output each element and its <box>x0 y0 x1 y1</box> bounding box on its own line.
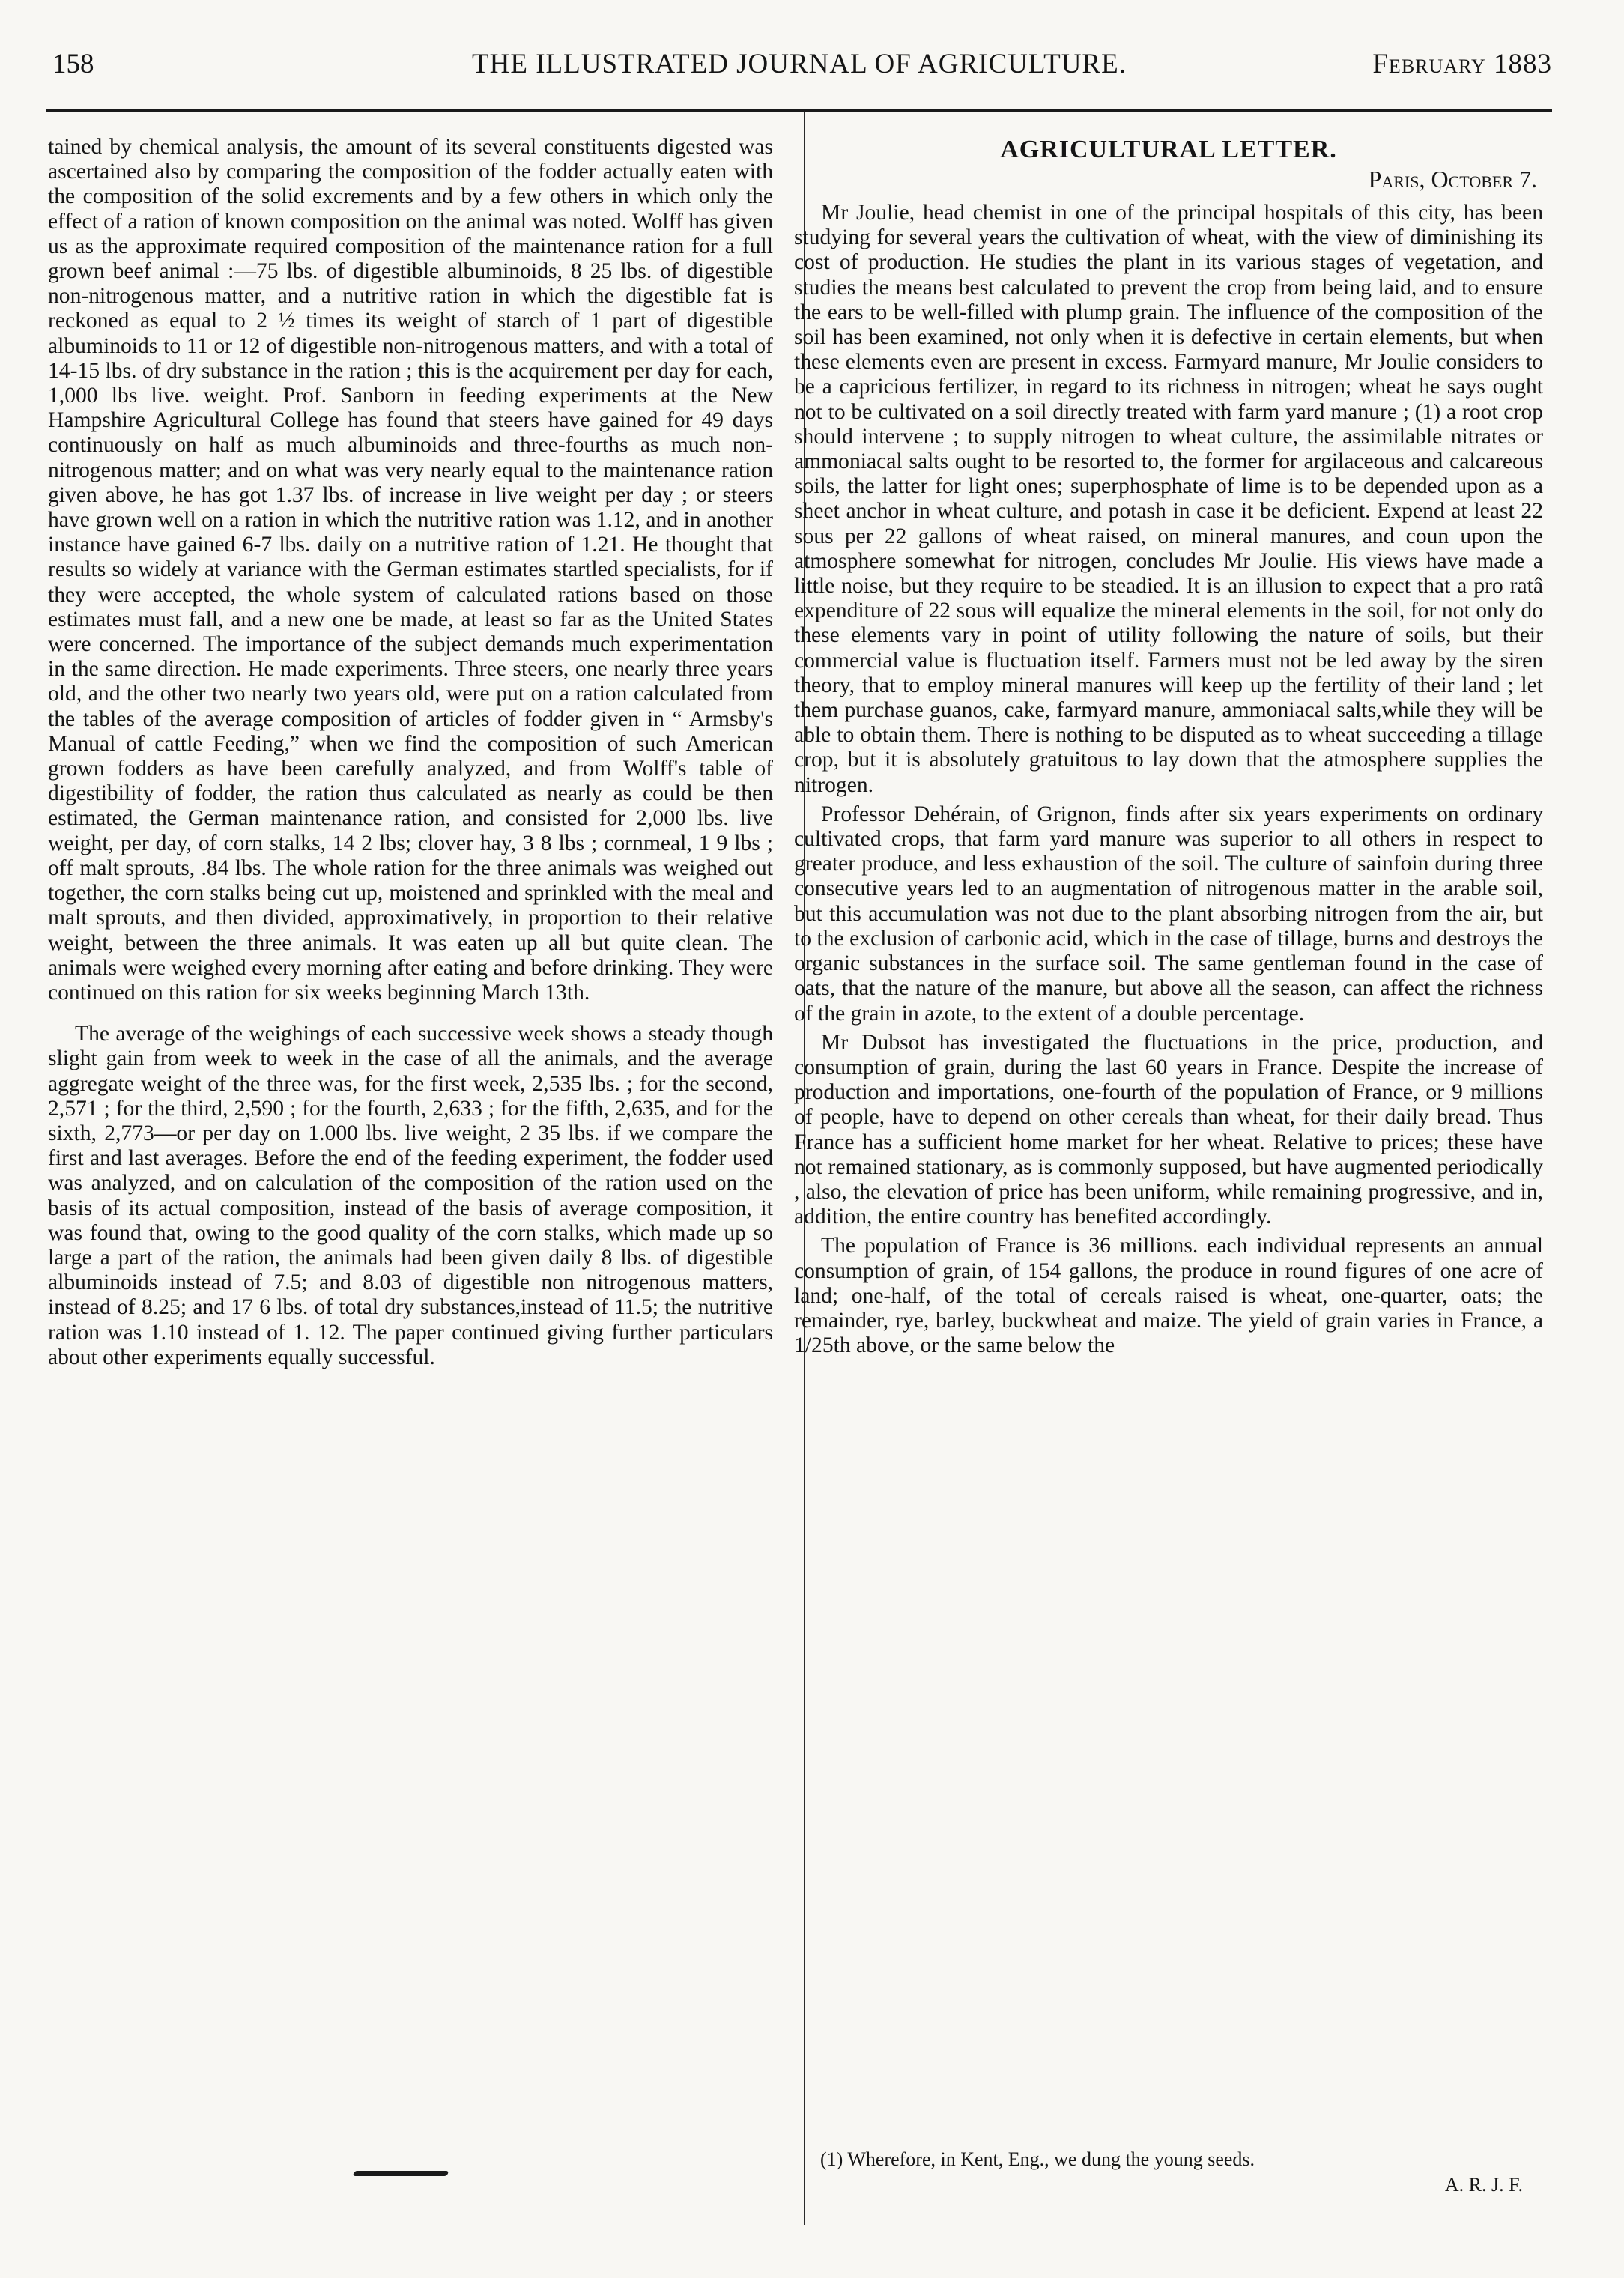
right-paragraph-4: The population of France is 36 millions. each individual represents an annual consumption of grain, of 154 gallons, the produce in round figures of one acre of land; one-half, of the total of cereals raised is wheat, one-quarter, oats; the remainder, rye, barley, buckwheat and maize. The yield of grain varies in France, a 1/25th above, or the same below the <box>794 1234 1543 1358</box>
footnote-signature: A. R. J. F. <box>1444 2174 1523 2196</box>
right-paragraph-2: Professor Dehérain, of Grignon, finds after six years experiments on ordinary cultivated crops, that farm yard manure was superior to all others in respect to greater produce, and less exhaustion of the soil. The culture of sainfoin during three consecutive years led to an augmentation of nitrogenous matter in the arable soil, but this accumulation was not due to the plant absorbing nitrogen from the air, but to the exclusion of carbonic acid, which in the case of tillage, burns and destroys the organic substances in the surface soil. The same gentleman found in the case of oats, that the nature of the manure, but above all the season, can affect the richness of the grain in azote, to the extent of a double percentage. <box>794 802 1543 1026</box>
footnote <box>820 2147 1539 2198</box>
right-paragraph-1: Mr Joulie, head chemist in one of the principal hospitals of this city, has been studying for several years the cultivation of wheat, with the view of diminishing its cost of production. He studies the plant in its various stages of vegetation, and studies the means best calculated to prevent the crop from being laid, and to ensure the ears to be well-filled with plump grain. The influence of the composition of the soil has been examined, not only when it is defective in certain elements, but when these elements even are present in excess. Farmyard manure, Mr Joulie considers to be a capricious fertilizer, in regard to its richness in nitrogen; wheat he says ought not to be cultivated on a soil directly treated with farm yard manure ; (1) a root crop should intervene ; to supply nitrogen to wheat culture, the assimilable nitrates or ammoniacal salts ought to be resorted to, the former for argilaceous and calcareous soils, the latter for light ones; superphosphate of lime is to be depended upon as a sheet anchor in wheat culture, and potash in case it be deficient. Expend at least 22 sous per 22 gallons of wheat raised, on mineral manures, and coun upon the atmosphere somewhat for nitrogen, concludes Mr Joulie. His views have made a little noise, but they require to be steadied. It is an illusion to expect that a pro ratâ expenditure of 22 sous will equalize the mineral elements in the soil, for not only do these elements vary in point of utility following the nature of soils, but their commercial value is fluctuation itself. Farmers must not be led away by the siren theory, that to employ mineral manures will keep up the fertility of their land ; let them purchase guanos, cake, farmyard manure, ammoniacal salts,while they will be able to obtain them. There is nothing to be disputed as to wheat succeeding a tillage crop, but it is absolutely gratuitous to lay down that the atmosphere supplies the nitrogen. <box>794 201 1543 797</box>
letter-dateline: Paris, October 7. <box>1368 166 1537 193</box>
issue-date: February 1883 <box>1372 49 1552 79</box>
right-column <box>794 135 1543 1358</box>
article-end-rule <box>353 2171 449 2176</box>
left-paragraph-1: tained by chemical analysis, the amount of its several constituents digested was ascertained also by comparing the composition of the fodder actually eaten with the composition of the solid excrements and by a few others in which only the effect of a ration of known composition on the animal was noted. Wolff has given us as the approximate required composition of the maintenance ration for a full grown beef animal :—75 lbs. of digestible albuminoids, 8 25 lbs. of digestible non-nitrogenous matter, and a nutritive ration in which the digestible fat is reckoned as equal to 2 ½ times its weight of starch of 1 part of digestible albuminoids to 11 or 12 of digestible non-nitrogenous matters, and with a total of 14-15 lbs. of dry substance in the ration ; this is the acquirement per day for each, 1,000 lbs live. weight. Prof. Sanborn in feeding experiments at the New Hampshire Agricultural College has found that steers have gained for 49 days continuously on half as much albuminoids and three-fourths as much non-nitrogenous matter; and on what was very nearly equal to the maintenance ration given above, he has got 1.37 lbs. of increase in live weight per day ; or steers have grown well on a ration in which the nutritive ration was 1.12, and in another instance have gained 6-7 lbs. daily on a nutritive ration of 1.21. He thought that results so widely at variance with the German estimates startled specialists, for if they were accepted, the whole system of calculated rations based on those estimates must fall, and a new one be made, at least so far as the United States were concerned. The importance of the subject demands much experimentation in the same direction. He made experiments. Three steers, one nearly three years old, and the other two nearly two years old, were put on a ration calculated from the tables of the average composition of articles of fodder given in “ Armsby's Manual of cattle Feeding,” when we find the composition of such American grown fodders as have been carefully analyzed, and from Wolff's table of digestibility of fodder, the ration thus calculated as nearly as could be then estimated, the German maintenance ration, and consisted for 2,000 lbs. live weight, per day, of corn stalks, 14 2 lbs; clover hay, 3 8 lbs ; cornmeal, 1 9 lbs ; off malt sprouts, .84 lbs. The whole ration for the three animals was weighed out together, the corn stalks being cut up, moistened and sprinkled with the meal and malt sprouts, and then divided, approximatively, in proportion to their relative weight, between the three animals. It was eaten up all but quite clean. The animals were weighed every morning after eating and before drinking. They were continued on this ration for six weeks beginning March 13th. <box>48 135 773 1005</box>
left-paragraph-2: The average of the weighings of each successive week shows a steady though slight gain from week to week in the case of all the animals, and the average aggregate weight of the three was, for the first week, 2,535 lbs. ; for the second, 2,571 ; for the third, 2,590 ; for the fourth, 2,633 ; for the fifth, 2,635, and for the sixth, 2,773—or per day on 1.000 lbs. live weight, 2 35 lbs. if we compare the first and last averages. Before the end of the feeding experiment, the fodder used was analyzed, and on calculation of the composition of the ration used on the basis of its actual composition, instead of the basis of average composition, it was found that, owing to the good quality of the corn stalks, which made up so large a part of the ration, the animals had been given daily 8 lbs. of digestible albuminoids instead of 7.5; and 8.03 of digestible non nitrogenous matters, instead of 8.25; and 17 6 lbs. of total dry substances,instead of 11.5; the nutritive ration was 1.10 instead of 1. 12. The paper continued giving further particulars about other experiments equally successful. <box>48 1022 773 1369</box>
page-number: 158 <box>52 49 94 79</box>
header-rule <box>46 109 1552 112</box>
letter-heading: AGRICULTURAL LETTER. <box>1000 136 1337 163</box>
page-header <box>46 43 1552 85</box>
footnote-text: (1) Wherefore, in Kent, Eng., we dung the young seeds. <box>820 2148 1255 2170</box>
right-paragraph-3: Mr Dubsot has investigated the fluctuations in the price, production, and consumption of grain, during the last 60 years in France. Despite the increase of production and importations, one-fourth of the population of France, or 9 millions of people, have to depend on other cereals than wheat, for their daily bread. Thus France has a sufficient home market for her wheat. Relative to prices; these have not remained stationary, as is commonly supposed, but have augmented periodically , also, the elevation of price has been uniform, while remaining progressive, and in, addition, the entire country has benefited accordingly. <box>794 1030 1543 1229</box>
journal-title: THE ILLUSTRATED JOURNAL OF AGRICULTURE. <box>472 49 1127 79</box>
left-column <box>48 135 773 1370</box>
